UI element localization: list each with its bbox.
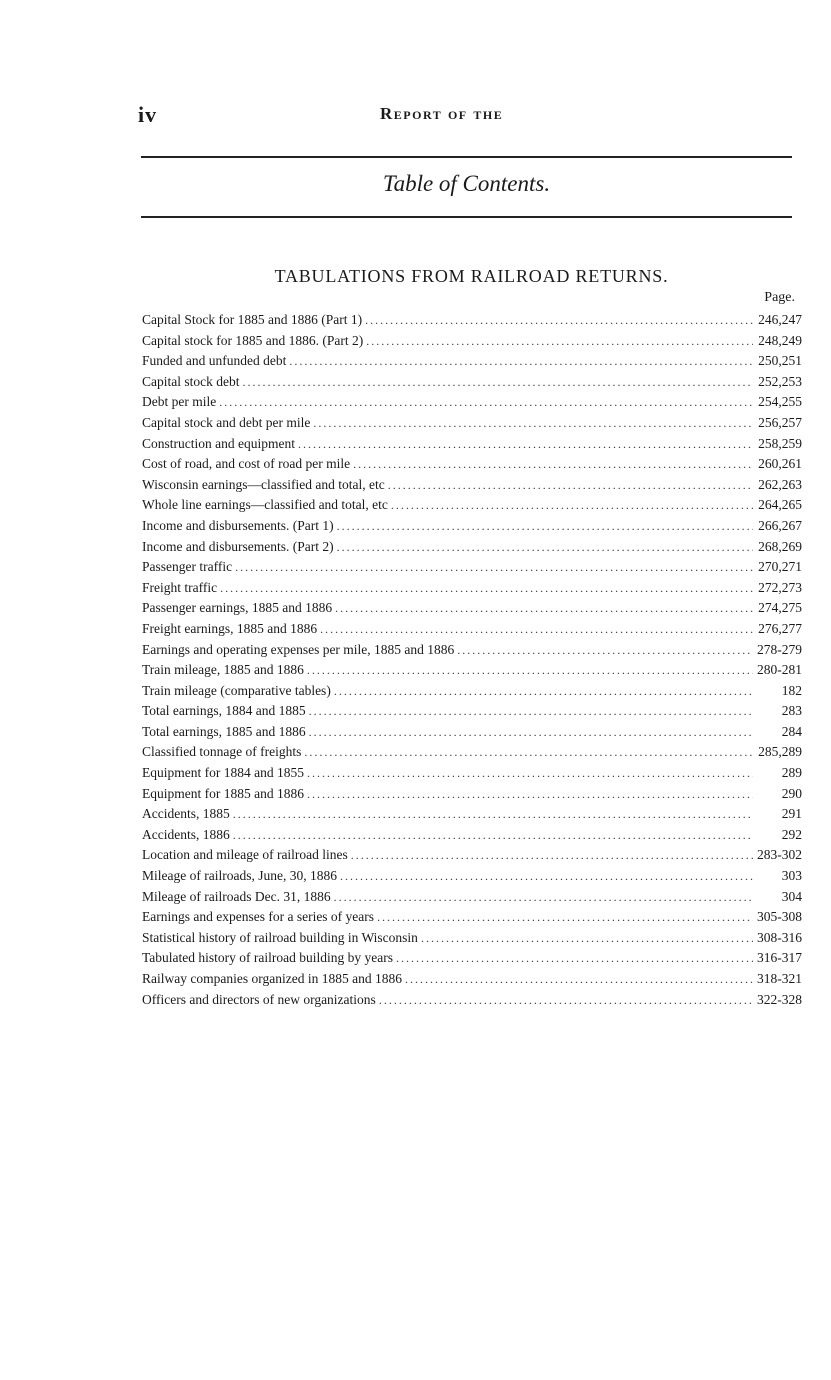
dot-leader — [391, 497, 753, 513]
dot-leader — [340, 868, 753, 884]
toc-entry-label: Equipment for 1884 and 1855 — [142, 765, 304, 781]
toc-entry — [142, 806, 802, 827]
toc-entry-pages: 254,255 — [758, 394, 802, 410]
toc-entry-pages: 318-321 — [757, 971, 802, 986]
dot-leader — [309, 703, 753, 719]
dot-leader — [366, 333, 753, 349]
toc-entry-pages: 285,289 — [758, 744, 802, 760]
toc-entry — [142, 600, 802, 621]
toc-entry — [142, 786, 802, 807]
toc-entry-pages: 270,271 — [758, 559, 802, 575]
toc-entry-pages: 182 — [781, 682, 802, 698]
toc-entry-pages: 268,269 — [758, 538, 802, 554]
toc-entry — [142, 662, 802, 683]
dot-leader — [377, 909, 753, 925]
dot-leader — [307, 786, 753, 802]
toc-entry-label: Debt per mile — [142, 394, 217, 410]
toc-entry-label: Mileage of railroads, June, 30, 1886 — [142, 868, 337, 884]
toc-entry-pages: 262,263 — [758, 476, 802, 492]
toc-entry-label: Funded and unfunded debt — [142, 353, 287, 369]
dot-leader — [242, 374, 753, 390]
toc-entry — [142, 889, 802, 910]
toc-entry-pages: 289 — [781, 765, 802, 781]
toc-entry-pages: 316-317 — [757, 950, 802, 966]
dot-leader — [235, 559, 753, 575]
toc-entry-label: Earnings and expenses for a series of years — [142, 909, 375, 925]
toc-entry-label: Accidents, 1886 — [142, 826, 230, 842]
toc-entry-pages: 283 — [781, 703, 802, 719]
toc-entry-label: Railway companies organized in 1885 and 1886 — [142, 971, 402, 986]
toc-entry-label: Earnings and operating expenses per mile, 1885 and 1886 — [142, 641, 455, 657]
toc-entry-label: Freight earnings, 1885 and 1886 — [142, 620, 318, 636]
toc-entry — [142, 683, 802, 704]
toc-entries — [142, 312, 802, 1012]
toc-entry-pages: 278-279 — [757, 641, 802, 657]
toc-entry-pages: 290 — [781, 785, 802, 801]
toc-entry-pages: 322-328 — [757, 991, 802, 1007]
toc-entry-pages: 246,247 — [758, 312, 802, 327]
toc-entry-label: Cost of road, and cost of road per mile — [142, 456, 351, 472]
top-rule — [141, 156, 792, 158]
page-number: iv — [138, 102, 158, 127]
toc-entry-label: Accidents, 1885 — [142, 806, 230, 822]
dot-leader — [298, 436, 753, 452]
toc-entry-pages: 276,277 — [758, 620, 802, 636]
toc-entry — [142, 827, 802, 848]
toc-entry-label: Freight traffic — [142, 579, 218, 595]
toc-entry-label: Train mileage, 1885 and 1886 — [142, 662, 304, 678]
dot-leader — [365, 312, 753, 328]
toc-entry-label: Income and disbursements. (Part 1) — [142, 517, 334, 533]
section-heading: TABULATIONS FROM RAILROAD RETURNS. — [274, 266, 669, 286]
toc-entry-label: Income and disbursements. (Part 2) — [142, 538, 334, 554]
toc-entry — [142, 518, 802, 539]
dot-leader — [233, 827, 753, 843]
toc-entry — [142, 497, 802, 518]
toc-entry-label: Wisconsin earnings—classified and total, etc — [142, 476, 385, 492]
toc-entry — [142, 744, 802, 765]
dot-leader — [337, 539, 753, 555]
toc-entry-pages: 284 — [781, 723, 802, 739]
toc-entry — [142, 394, 802, 415]
toc-entry — [142, 477, 802, 498]
dot-leader — [307, 765, 753, 781]
toc-entry — [142, 971, 802, 992]
toc-entry — [142, 992, 802, 1013]
toc-entry — [142, 868, 802, 889]
toc-entry-label: Location and mileage of railroad lines — [142, 847, 348, 863]
dot-leader — [388, 477, 753, 493]
toc-entry — [142, 415, 802, 436]
dot-leader — [335, 600, 753, 616]
toc-entry — [142, 642, 802, 663]
toc-entry — [142, 724, 802, 745]
dot-leader — [396, 950, 753, 966]
toc-title: Table of Contents. — [382, 171, 551, 196]
toc-entry-pages: 258,259 — [758, 435, 802, 451]
toc-entry-label: Equipment for 1885 and 1886 — [142, 785, 304, 801]
toc-entry — [142, 456, 802, 477]
toc-entry-pages: 264,265 — [758, 497, 802, 513]
dot-leader — [233, 806, 753, 822]
toc-entry-label: Tabulated history of railroad building by years — [142, 950, 393, 966]
toc-entry-pages: 305-308 — [757, 909, 802, 925]
dot-leader — [421, 930, 753, 946]
toc-entry — [142, 950, 802, 971]
toc-entry-label: Total earnings, 1884 and 1885 — [142, 703, 306, 719]
toc-entry-pages: 272,273 — [758, 579, 802, 595]
toc-entry — [142, 847, 802, 868]
toc-entry — [142, 353, 802, 374]
toc-entry-pages: 308-316 — [757, 929, 802, 945]
toc-entry — [142, 580, 802, 601]
dot-leader — [334, 683, 753, 699]
toc-entry-label: Capital Stock for 1885 and 1886 (Part 1) — [142, 312, 363, 327]
toc-entry — [142, 539, 802, 560]
dot-leader — [219, 394, 753, 410]
toc-entry-label: Capital stock for 1885 and 1886. (Part 2) — [142, 332, 364, 348]
toc-entry-label: Statistical history of railroad building in Wisconsin — [142, 929, 418, 945]
toc-entry — [142, 333, 802, 354]
toc-entry-pages: 304 — [781, 888, 802, 904]
toc-entry-label: Construction and equipment — [142, 435, 295, 451]
dot-leader — [220, 580, 753, 596]
toc-entry-label: Mileage of railroads Dec. 31, 1886 — [142, 888, 331, 904]
dot-leader — [457, 642, 753, 658]
toc-entry-label: Classified tonnage of freights — [142, 744, 302, 760]
dot-leader — [379, 992, 753, 1008]
toc-entry — [142, 374, 802, 395]
toc-entry-label: Whole line earnings—classified and total, etc — [142, 497, 388, 513]
toc-entry — [142, 312, 802, 333]
toc-entry-pages: 292 — [781, 826, 802, 842]
dot-leader — [289, 353, 753, 369]
page-column-label: Page. — [764, 290, 795, 305]
toc-entry-label: Train mileage (comparative tables) — [142, 682, 331, 698]
running-head: Report of the — [380, 104, 504, 123]
toc-entry-label: Passenger traffic — [142, 559, 233, 575]
toc-entry-pages: 283-302 — [757, 847, 802, 863]
toc-entry-pages: 274,275 — [758, 600, 802, 616]
dot-leader — [405, 971, 753, 987]
toc-entry-label: Capital stock and debt per mile — [142, 414, 311, 430]
toc-entry — [142, 621, 802, 642]
toc-entry-pages: 303 — [781, 868, 802, 884]
toc-entry — [142, 703, 802, 724]
toc-entry — [142, 436, 802, 457]
toc-entry — [142, 559, 802, 580]
bottom-rule — [141, 216, 792, 218]
toc-entry-pages: 280-281 — [757, 662, 802, 678]
toc-entry-label: Passenger earnings, 1885 and 1886 — [142, 600, 333, 616]
dot-leader — [353, 456, 753, 472]
toc-entry-pages: 256,257 — [758, 414, 802, 430]
dot-leader — [304, 744, 753, 760]
toc-entry-pages: 291 — [781, 806, 802, 822]
toc-entry-pages: 250,251 — [758, 353, 802, 369]
dot-leader — [309, 724, 753, 740]
toc-entry-pages: 252,253 — [758, 373, 802, 389]
toc-entry-pages: 248,249 — [758, 332, 802, 348]
toc-entry — [142, 765, 802, 786]
dot-leader — [320, 621, 753, 637]
dot-leader — [351, 847, 753, 863]
dot-leader — [307, 662, 753, 678]
toc-entry-pages: 266,267 — [758, 517, 802, 533]
toc-entry — [142, 930, 802, 951]
toc-entry-label: Officers and directors of new organizations — [142, 991, 376, 1007]
dot-leader — [337, 518, 753, 534]
toc-entry — [142, 909, 802, 930]
dot-leader — [313, 415, 753, 431]
toc-entry-label: Total earnings, 1885 and 1886 — [142, 723, 306, 739]
toc-entry-label: Capital stock debt — [142, 373, 240, 389]
dot-leader — [334, 889, 753, 905]
toc-entry-pages: 260,261 — [758, 456, 802, 472]
